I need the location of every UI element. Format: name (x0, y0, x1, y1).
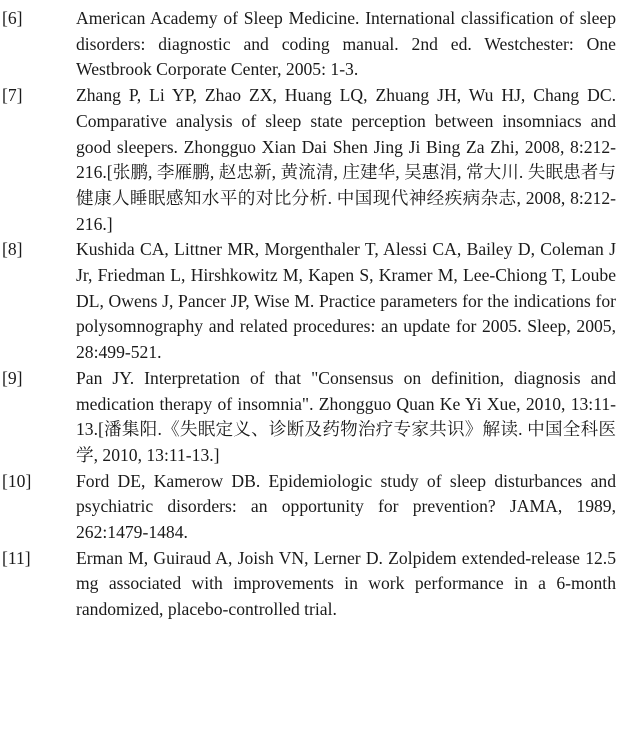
reference-6 (0, 6, 629, 83)
reference-list (0, 6, 629, 623)
reference-text: Ford DE, Kamerow DB. Epidemiologic study of sleep disturbances and psychiatric disorders: an opportunity for prevention? JAMA, 1989, 262:1479-1484. (76, 470, 616, 543)
reference-9 (0, 366, 629, 469)
reference-number: [7] (2, 85, 23, 106)
reference-number: [6] (2, 8, 23, 28)
reference-text: Kushida CA, Littner MR, Morgenthaler T, Alessi CA, Bailey D, Coleman J Jr, Friedman L, Hirshkowitz M, Kapen S, Kramer M, Lee-Chiong T, Loube DL, Owens J, Pancer JP, Wise M. Practice parameters for the indications for polysomnography and related procedures: an update for 2005. Sleep, 2005, 28:499-521. (76, 239, 616, 363)
reference-7 (0, 83, 629, 237)
reference-8 (0, 237, 629, 366)
reference-number: [10] (2, 470, 32, 491)
reference-number: [8] (2, 239, 23, 260)
reference-number: [11] (2, 547, 31, 568)
reference-11 (0, 546, 629, 623)
reference-text: Zhang P, Li YP, Zhao ZX, Huang LQ, Zhuang JH, Wu HJ, Chang DC. Comparative analysis of sleep state perception between insomniacs and good sleepers. Zhongguo Xian Dai Shen Jing Ji Bing Za Zhi, 2008, 8:212-216.[张鹏, 李雁鹏, 赵忠新, 黄流清, 庄建华, 吴惠涓, 常大川. 失眠患者与健康人睡眠感知水平的对比分析. 中国现代神经疾病杂志, 2008, 8:212-216.] (76, 85, 616, 234)
reference-number: [9] (2, 367, 23, 388)
reference-text: Erman M, Guiraud A, Joish VN, Lerner D. Zolpidem extended-release 12.5 mg associated with improvements in work performance in a 6-month randomized, placebo-controlled trial. (76, 547, 616, 620)
reference-text: American Academy of Sleep Medicine. International classification of sleep disorders: diagnostic and coding manual. 2nd ed. Westchester: One Westbrook Corporate Center, 2005: 1-3. (76, 8, 616, 80)
reference-10 (0, 469, 629, 546)
reference-text: Pan JY. Interpretation of that "Consensus on definition, diagnosis and medication therapy of insomnia". Zhongguo Quan Ke Yi Xue, 2010, 13:11-13.[潘集阳.《失眠定义、诊断及药物治疗专家共识》解读. 中国全科医学, 2010, 13:11-13.] (76, 367, 616, 465)
